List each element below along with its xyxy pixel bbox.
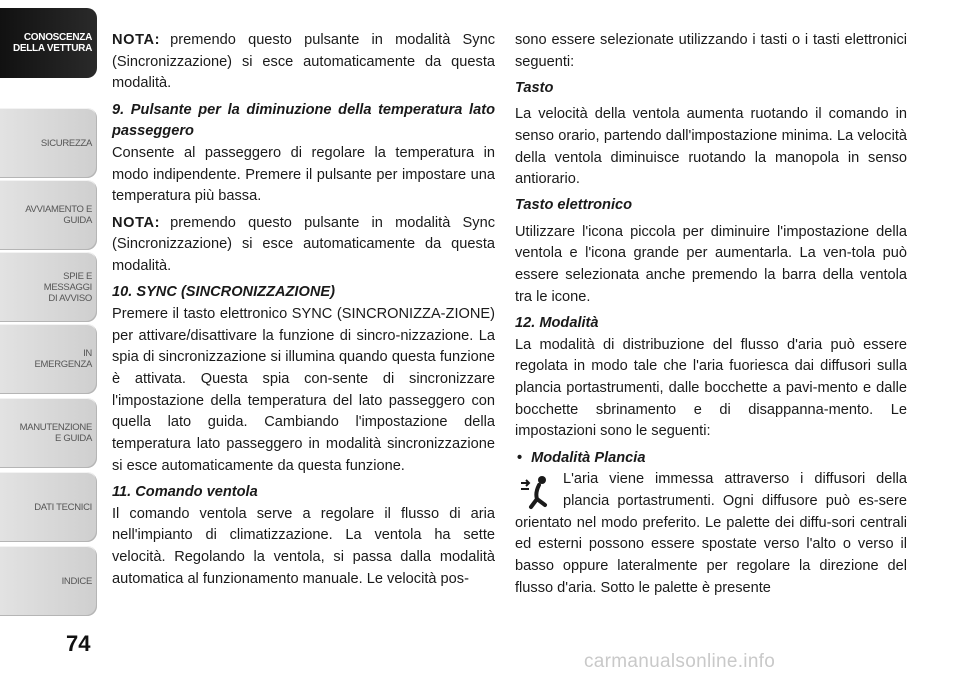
note-label: NOTA:: [112, 214, 161, 231]
tab-sicurezza[interactable]: [0, 108, 97, 178]
note-label: NOTA:: [112, 32, 161, 48]
tab-avviamento-e-guida[interactable]: [0, 180, 97, 250]
note-text: premendo questo pulsante in modalità Sync (Sincronizzazione) si esce automaticamente da questa modalità.: [112, 214, 495, 275]
note-paragraph: [112, 213, 495, 278]
air-panel-mode-icon: [515, 471, 555, 511]
paragraph: La modalità di distribuzione del flusso d'aria può essere regolata in modo tale che l'aria fuoriesca dai diffusori sulla plancia portastrumenti, dalle bocchette a pavi-mento e dalle bocchette sbrinamento e di disappanna-mento. Le impostazioni sono le seguenti:: [515, 336, 907, 440]
chapter-tabs: [0, 0, 98, 620]
bullet-dot: •: [517, 449, 523, 466]
subheading-tasto: Tasto: [515, 79, 554, 96]
paragraph: Utilizzare l'icona piccola per diminuire l'impostazione della ventola e l'icona grande per aumentarla. La ven-tola può essere selezionata anche premendo la barra della ventola tra le icone.: [515, 223, 907, 305]
paragraph-with-icon: [515, 469, 907, 599]
paragraph-text: L'aria viene immessa attraverso i diffusori della plancia portastrumenti. Ogni diffusore può es-sere orientato nel modo preferito. Le palette dei diffu-sori centrali ed esterni possono essere spostate verso l'alto o verso il basso oppure lateralmente per regolare la direzione del flusso d'aria. Sotto le palette è presente: [515, 471, 907, 596]
section-heading-11: 11. Comando ventola: [112, 484, 258, 501]
left-column: [112, 30, 495, 595]
note-paragraph: [112, 30, 495, 95]
section-heading-12: 12. Modalità: [515, 314, 599, 331]
paragraph: La velocità della ventola aumenta ruotando il comando in senso orario, partendo dall'impostazione minima. La velocità della ventola diminuisce ruotando la manopola in senso antiorario.: [515, 106, 907, 188]
tab-label: AVVIAMENTO E GUIDA: [25, 204, 92, 226]
tab-label: IN EMERGENZA: [34, 348, 92, 370]
subheading-tasto-elettronico: Tasto elettronico: [515, 197, 633, 214]
bullet-heading: [515, 448, 907, 470]
page-number: 74: [66, 631, 91, 656]
tab-dati-tecnici[interactable]: [0, 472, 97, 542]
tab-conoscenza-della-vettura[interactable]: [0, 8, 97, 78]
paragraph: sono essere selezionate utilizzando i tasti o i tasti elettronici seguenti:: [515, 32, 907, 70]
tab-label: MANUTENZIONE E GUIDA: [19, 422, 92, 444]
tab-in-emergenza[interactable]: [0, 324, 97, 394]
tab-spie-e-messaggi[interactable]: [0, 252, 97, 322]
tab-label: SPIE E MESSAGGI DI AVVISO: [43, 270, 92, 304]
watermark: carmanualsonline.info: [584, 651, 776, 672]
tab-label: SICUREZZA: [40, 137, 92, 149]
tab-label: CONOSCENZA DELLA VETTURA: [12, 32, 92, 54]
paragraph: Premere il tasto elettronico SYNC (SINCRONIZZA-ZIONE) per attivare/disattivare la funzione di sincro-nizzazione. La spia di sincronizzazione si illumina quando questa funzione è attivata. Questa spia con-sente di sincronizzare l'impostazione della temperatura del lato passeggero con quella lato guida. Cambiando l'impostazione della temperatura lato passeggero in modalità sincronizzazione si esce automaticamente da questa funzione.: [112, 305, 495, 474]
paragraph: Il comando ventola serve a regolare il flusso di aria nell'impianto di climatizzazione. La ventola ha sette velocità. Regolando la ventola, si passa dalla modalità automatica al funzionamento manuale. Le velocità pos-: [112, 505, 495, 587]
tab-indice[interactable]: [0, 546, 97, 616]
bullet-title: Modalità Plancia: [531, 449, 646, 466]
section-heading-10: 10. SYNC (SINCRONIZZAZIONE): [112, 284, 335, 301]
paragraph: Consente al passeggero di regolare la temperatura in modo indipendente. Premere il pulsante per impostare una temperatura più bassa.: [112, 145, 495, 205]
right-column: [515, 30, 907, 600]
note-text: premendo questo pulsante in modalità Sync (Sincronizzazione) si esce automaticamente da questa modalità.: [112, 32, 495, 92]
tab-label: DATI TECNICI: [34, 501, 92, 513]
tab-manutenzione[interactable]: [0, 398, 97, 468]
tab-label: INDICE: [61, 575, 92, 587]
section-heading-9: 9. Pulsante per la diminuzione della temperatura lato passeggero: [112, 101, 495, 140]
